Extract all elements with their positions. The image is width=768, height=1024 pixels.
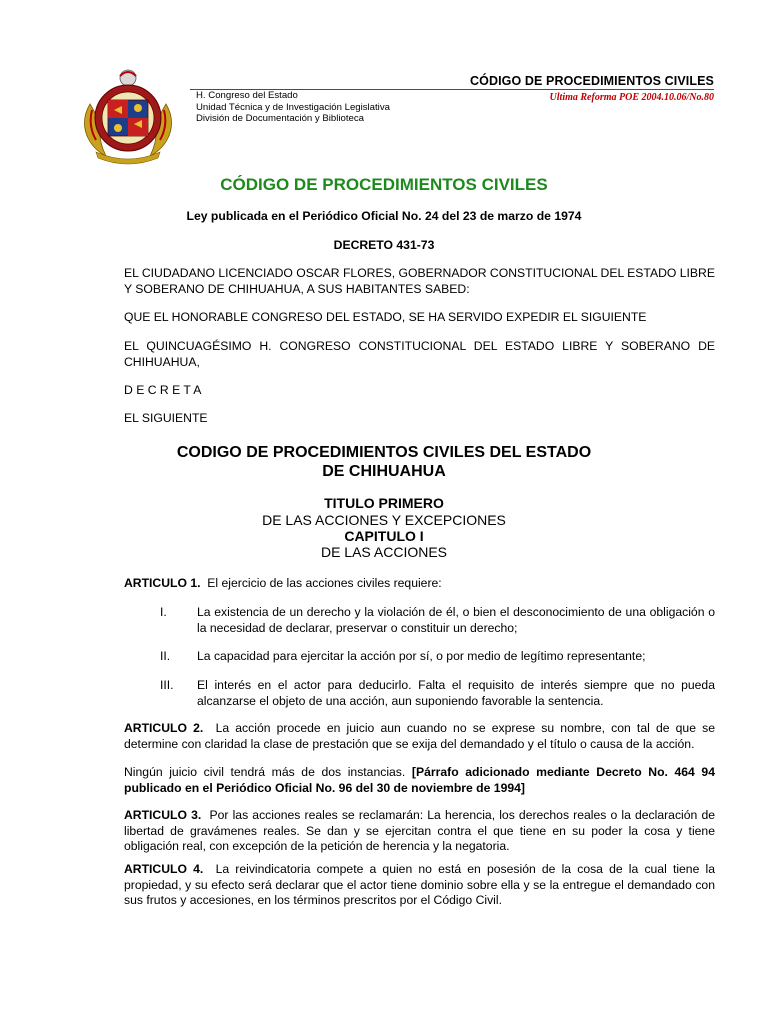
- article-text: La reivindicatoria compete a quien no está en posesión de la cosa de la cual tiene la propiedad, y su efecto será declarar que el actor tiene dominio sobre ella y se la entregue el demandado con sus frutos y accesiones, en los términos prescritos por el Código Civil.: [124, 862, 715, 907]
- decree-number: DECRETO 431-73: [333, 238, 435, 252]
- item-number: II.: [160, 649, 171, 663]
- item-text: La existencia de un derecho y la violación de él, o bien el desconocimiento de una obligación o la necesidad de declarar, preservar o constituir un derecho;: [197, 605, 715, 635]
- document-title: CÓDIGO DE PROCEDIMIENTOS CIVILES: [220, 175, 548, 194]
- header-organization: [196, 90, 390, 125]
- article-text: Por las acciones reales se reclamarán: La herencia, los derechos reales o la declaración de libertad de gravámenes reales. Se dan y se ejercitan contra el que tiene en su poder la cosa y tiene obligación real, con excepción de la petición de herencia y la negatoria.: [124, 808, 715, 853]
- article-4: [124, 862, 715, 909]
- intro-paragraph: EL SIGUIENTE: [124, 411, 208, 425]
- article-text: El ejercicio de las acciones civiles requiere:: [207, 576, 442, 590]
- article-label: ARTICULO 3.: [124, 808, 202, 822]
- code-heading-line: CODIGO DE PROCEDIMIENTOS CIVILES DEL ESTADO: [176, 444, 592, 461]
- intro-paragraph: EL QUINCUAGÉSIMO H. CONGRESO CONSTITUCIONAL DEL ESTADO LIBRE Y SOBERANO DE CHIHUAHUA,: [124, 339, 715, 369]
- titulo-name: DE LAS ACCIONES Y EXCEPCIONES: [262, 512, 506, 528]
- reform-note: [Párrafo adicionado mediante Decreto No. 464 94 publicado en el Periódico Oficial No. 96 del 30 de noviembre de 1994]: [124, 765, 715, 795]
- header-code-title: CÓDIGO DE PROCEDIMIENTOS CIVILES: [470, 74, 714, 88]
- intro-paragraph: QUE EL HONORABLE CONGRESO DEL ESTADO, SE HA SERVIDO EXPEDIR EL SIGUIENTE: [124, 310, 647, 324]
- code-heading-line: DE CHIHUAHUA: [322, 463, 446, 480]
- intro-paragraph: EL CIUDADANO LICENCIADO OSCAR FLORES, GOBERNADOR CONSTITUCIONAL DEL ESTADO LIBRE Y SOBERANO DE CHIHUAHUA, A SUS HABITANTES SABED:: [124, 266, 715, 296]
- item-text: El interés en el actor para deducirlo. Falta el requisito de interés siempre que no pueda alcanzarse el objeto de una acción, aun suponiendo favorable la sentencia.: [197, 678, 715, 708]
- article-label: ARTICULO 4.: [124, 862, 204, 876]
- code-heading: [0, 443, 768, 481]
- org-line: H. Congreso del Estado: [196, 90, 298, 101]
- item-number: I.: [160, 605, 167, 619]
- decreta-line: D E C R E T A: [124, 383, 202, 397]
- org-line: Unidad Técnica y de Investigación Legislativa: [196, 101, 390, 113]
- article-text: La acción procede en juicio aun cuando no se exprese su nombre, con tal de que se determine con claridad la clase de prestación que se exija del demandado y el título o causa de la acción.: [124, 721, 716, 751]
- last-reform-note: Ultima Reforma POE 2004.10.06/No.80: [549, 92, 714, 103]
- article-2: [124, 721, 715, 752]
- article-label: ARTICULO 1.: [124, 576, 201, 590]
- item-number: III.: [160, 678, 174, 692]
- article-1: [124, 576, 715, 592]
- article-text: Ningún juicio civil tendrá más de dos instancias.: [124, 765, 406, 779]
- state-coat-of-arms-icon: [78, 66, 178, 166]
- article-label: ARTICULO 2.: [124, 721, 204, 735]
- capitulo-label: CAPITULO I: [344, 528, 424, 544]
- titulo-label: TITULO PRIMERO: [324, 495, 444, 511]
- capitulo-name: DE LAS ACCIONES: [320, 544, 448, 560]
- article-2-paragraph-2: [124, 765, 715, 796]
- item-text: La capacidad para ejercitar la acción por sí, o por medio de legítimo representante;: [197, 649, 646, 663]
- publication-line: Ley publicada en el Periódico Oficial No. 24 del 23 de marzo de 1974: [186, 209, 582, 223]
- org-line: División de Documentación y Biblioteca: [196, 113, 364, 125]
- article-3: [124, 808, 715, 855]
